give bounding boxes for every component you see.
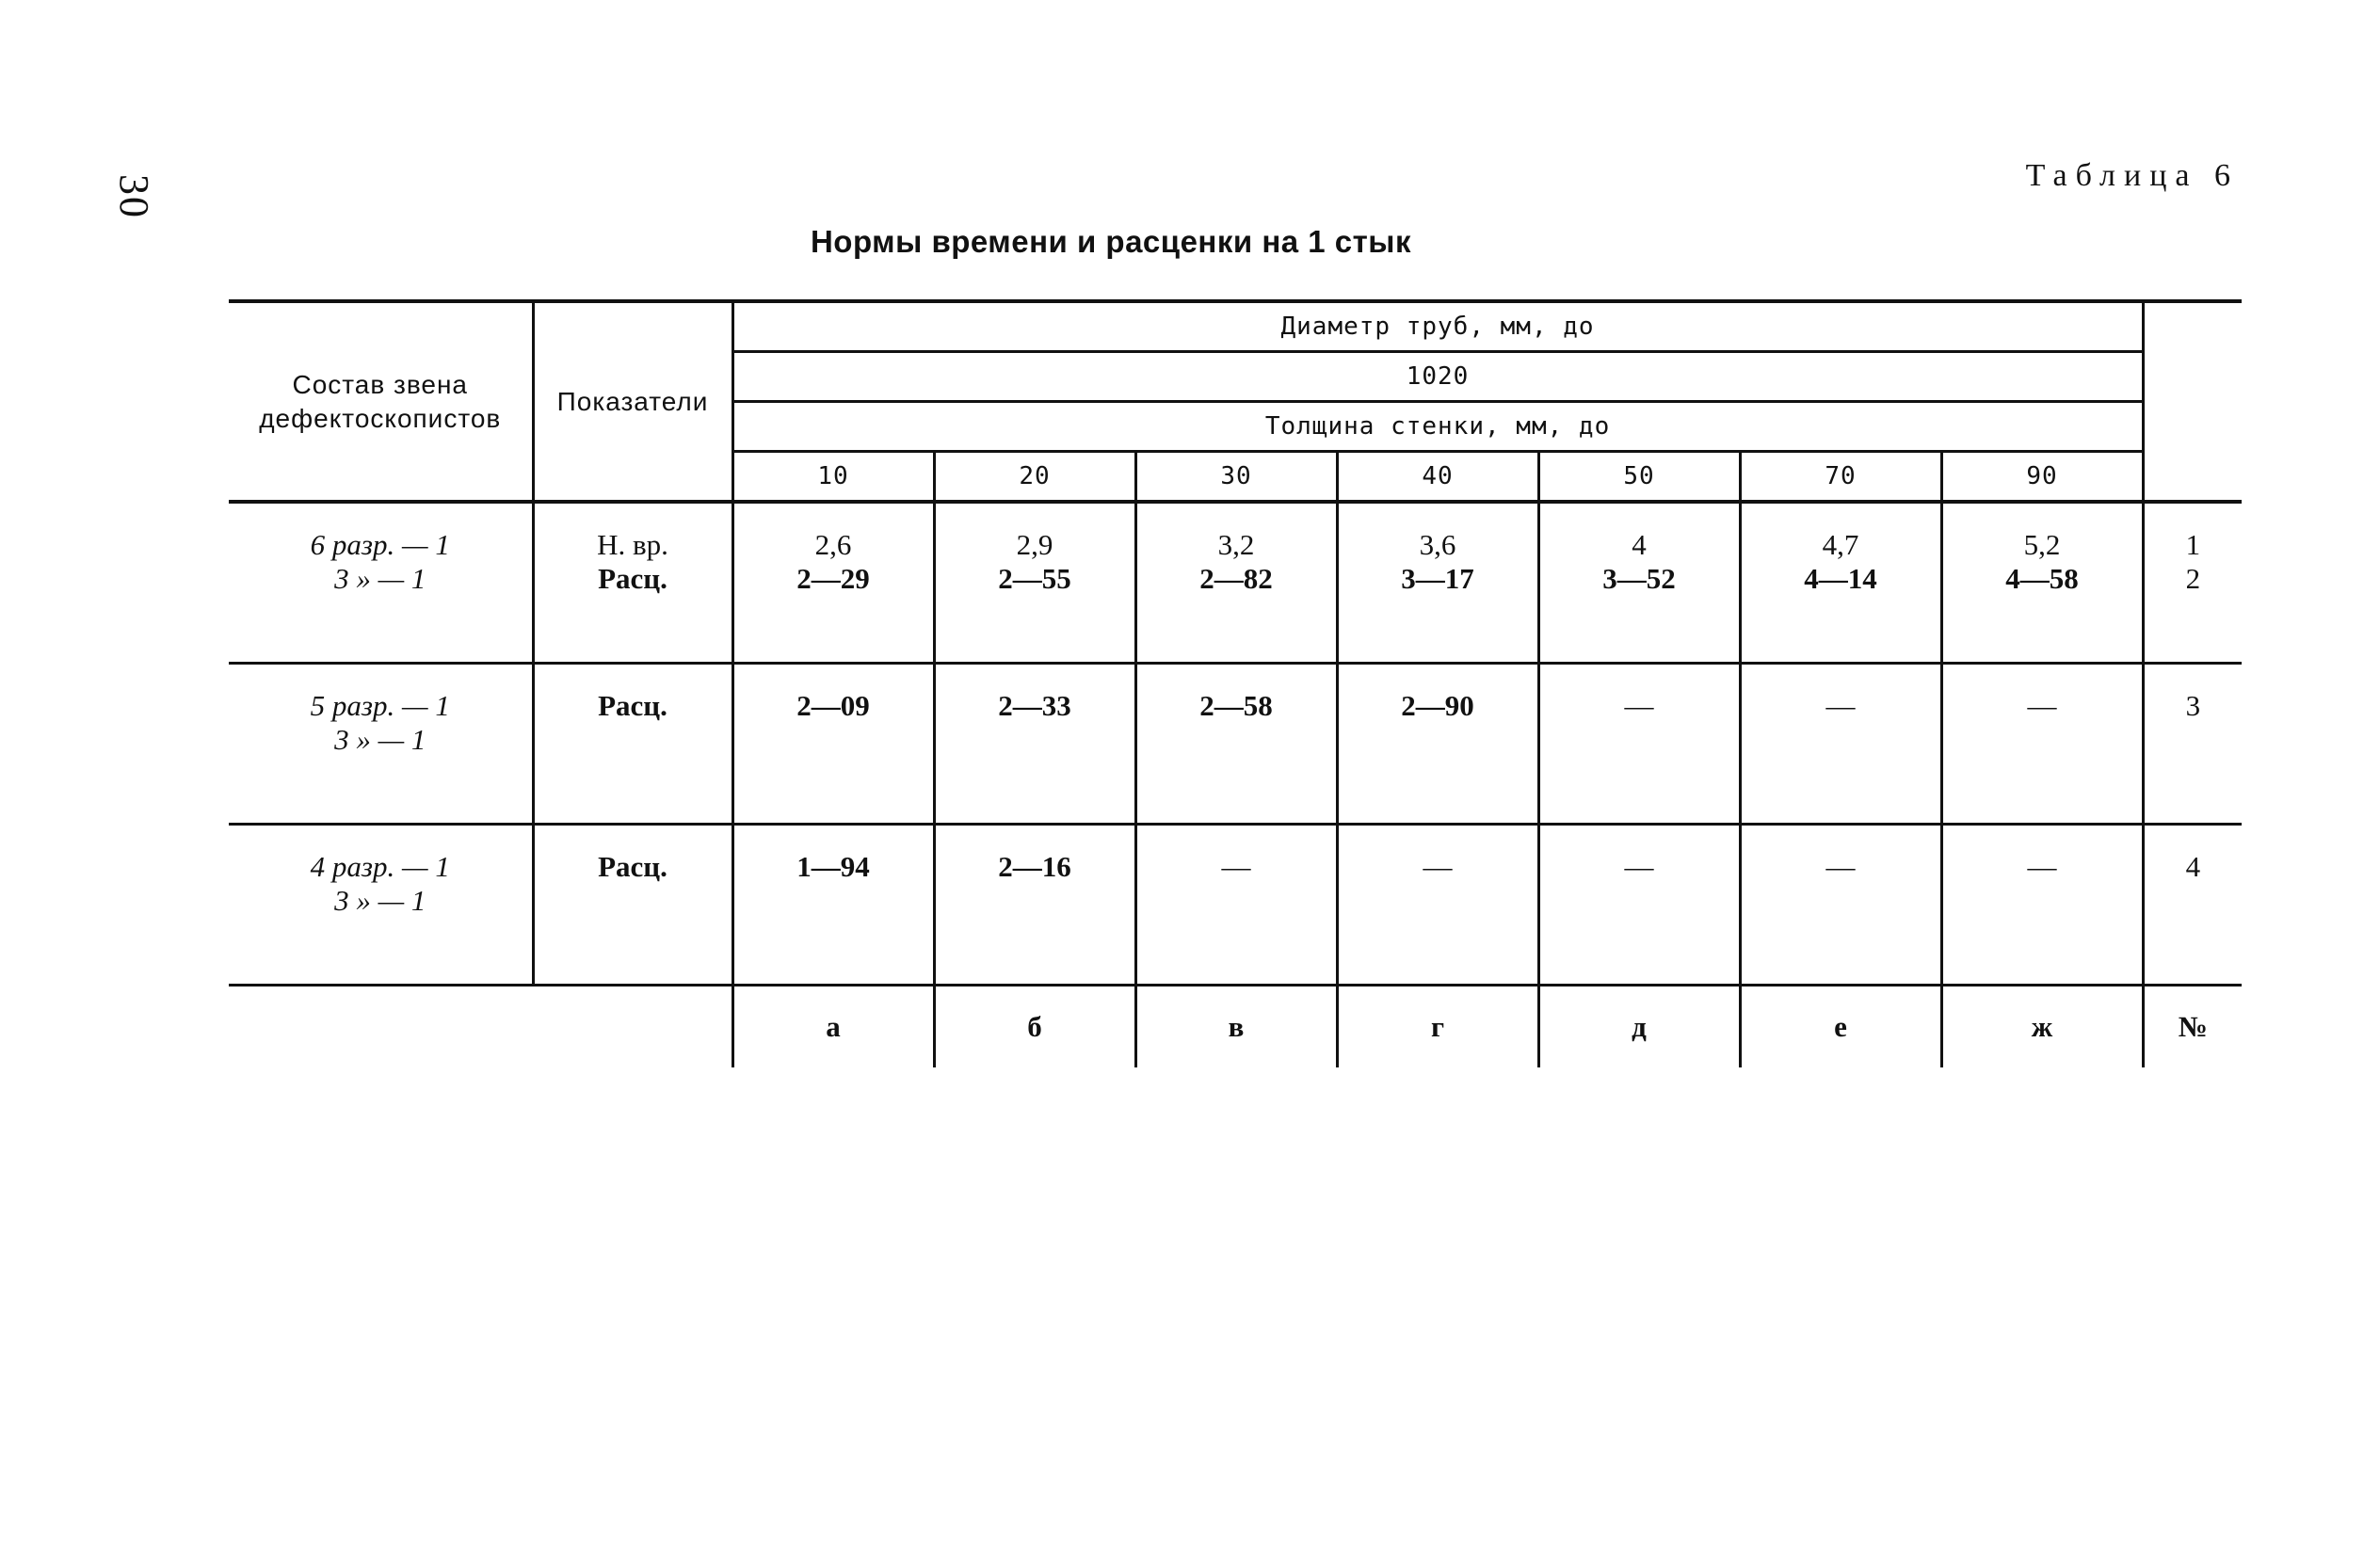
column-letter-row (229, 986, 2242, 1068)
rate: — (1538, 825, 1740, 986)
row-number: 4 (2143, 825, 2242, 986)
table-row (229, 664, 2242, 825)
value-cell (732, 502, 934, 664)
rate: — (1941, 825, 2143, 986)
composition-cell (229, 825, 533, 986)
indicator-label: Расц. (598, 562, 667, 595)
header-indicators: Показатели (533, 301, 732, 502)
column-letter: а (732, 986, 934, 1068)
row-number: 1 (2185, 528, 2201, 561)
header-number-blank (2143, 301, 2242, 502)
rate: — (1740, 664, 1941, 825)
time-norm: 3,6 (1419, 528, 1456, 561)
header-composition: Состав звена дефектоскопистов (229, 301, 533, 502)
rate: — (1538, 664, 1740, 825)
rate: — (1740, 825, 1941, 986)
column-letter: б (934, 986, 1135, 1068)
footer-blank (533, 986, 732, 1068)
column-letter: е (1740, 986, 1941, 1068)
column-letter: д (1538, 986, 1740, 1068)
value-cell (934, 502, 1135, 664)
composition-line: 3 » — 1 (334, 562, 426, 595)
rate: 3—17 (1401, 562, 1474, 595)
row-number-cell (2143, 502, 2242, 664)
rate: — (1941, 664, 2143, 825)
time-norm: 3,2 (1217, 528, 1255, 561)
page-number: 30 (111, 174, 157, 219)
rate: 4—14 (1804, 562, 1877, 595)
column-letter: ж (1941, 986, 2143, 1068)
rate: 2—16 (934, 825, 1135, 986)
header-thickness: Толщина стенки, мм, до (732, 402, 2143, 452)
composition-line: 3 » — 1 (334, 723, 426, 756)
composition-line: 3 » — 1 (334, 884, 426, 917)
thickness-value: 10 (732, 452, 934, 503)
row-number: 3 (2143, 664, 2242, 825)
value-cell (1740, 502, 1941, 664)
norms-table (229, 299, 2242, 1067)
indicator-label: Расц. (533, 664, 732, 825)
time-norm: 4,7 (1822, 528, 1859, 561)
composition-line: 4 разр. — 1 (310, 850, 450, 883)
value-cell (1135, 502, 1337, 664)
rate: 2—29 (796, 562, 870, 595)
header-diameter: Диаметр труб, мм, до (732, 301, 2143, 352)
composition-cell (229, 502, 533, 664)
rate: 2—33 (934, 664, 1135, 825)
rate: 1—94 (732, 825, 934, 986)
table-row (229, 825, 2242, 986)
column-letter: в (1135, 986, 1337, 1068)
rate: 2—90 (1337, 664, 1538, 825)
column-letter: № (2143, 986, 2242, 1068)
table-label: Таблица 6 (2025, 158, 2239, 193)
rate: 4—58 (2005, 562, 2079, 595)
rate: — (1337, 825, 1538, 986)
value-cell (1941, 502, 2143, 664)
table-row (229, 502, 2242, 664)
column-letter: г (1337, 986, 1538, 1068)
composition-line: 6 разр. — 1 (310, 528, 450, 561)
thickness-value: 70 (1740, 452, 1941, 503)
rate: 2—55 (998, 562, 1071, 595)
rate: 2—09 (732, 664, 934, 825)
rate: 2—82 (1199, 562, 1273, 595)
composition-cell (229, 664, 533, 825)
indicator-label: Н. вр. (597, 528, 668, 561)
rate: — (1135, 825, 1337, 986)
thickness-value: 50 (1538, 452, 1740, 503)
indicators-cell (533, 502, 732, 664)
footer-blank (229, 986, 533, 1068)
table-title: Нормы времени и расценки на 1 стык (810, 224, 1412, 259)
value-cell (1337, 502, 1538, 664)
header-diameter-value: 1020 (732, 352, 2143, 402)
composition-line: 5 разр. — 1 (310, 689, 450, 722)
rate: 2—58 (1135, 664, 1337, 825)
time-norm: 4 (1632, 528, 1647, 561)
thickness-value: 20 (934, 452, 1135, 503)
time-norm: 2,9 (1016, 528, 1053, 561)
thickness-value: 30 (1135, 452, 1337, 503)
indicator-label: Расц. (533, 825, 732, 986)
row-number: 2 (2185, 562, 2201, 595)
value-cell (1538, 502, 1740, 664)
time-norm: 5,2 (2023, 528, 2061, 561)
thickness-value: 90 (1941, 452, 2143, 503)
rate: 3—52 (1602, 562, 1676, 595)
thickness-value: 40 (1337, 452, 1538, 503)
time-norm: 2,6 (814, 528, 852, 561)
